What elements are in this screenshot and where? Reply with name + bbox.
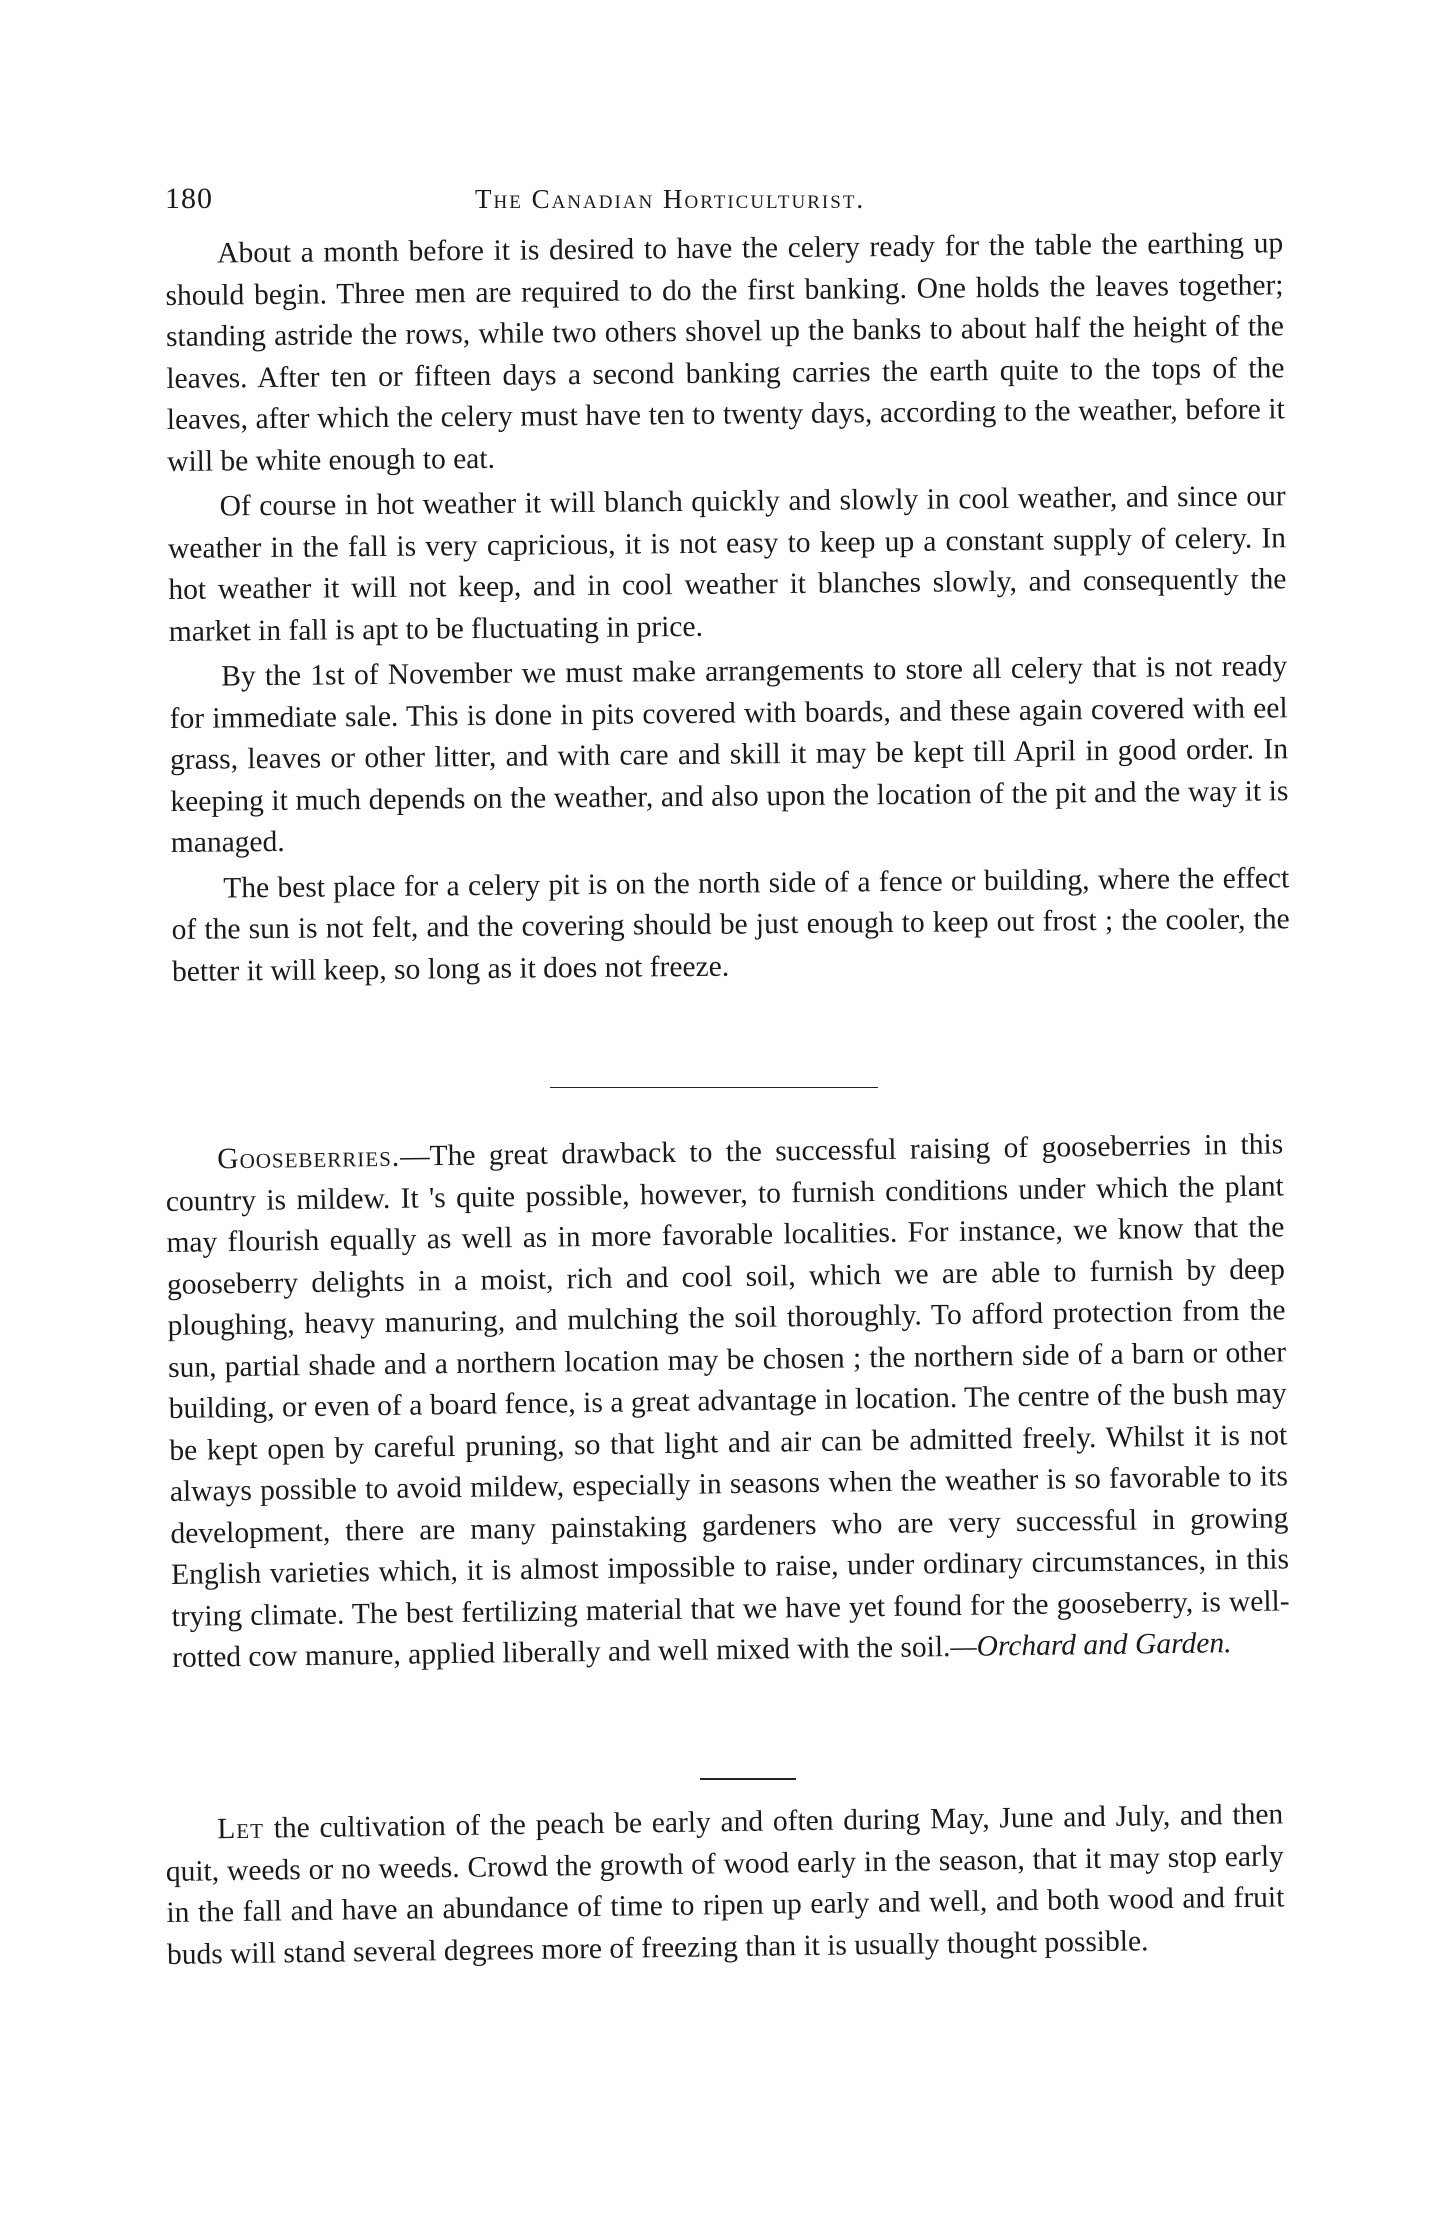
celery-paragraph-1: About a month before it is desired to have the celery ready for the table the earthing up should begin. Three men are required to do the first banking. One holds the leaves together; standing astride the rows, while two others shovel up the banks to about half the height of the leaves. After ten or fifteen days a second banking carries the earth quite to the tops of the leaves, after which the celery must have ten to twenty days, according to the weather, before it will be white enough to eat. <box>165 227 1285 478</box>
gooseberries-paragraph <box>165 1124 1290 1679</box>
page-header <box>165 182 1275 222</box>
gooseberries-credit: —Orchard and Garden. <box>950 1627 1232 1664</box>
celery-paragraph-4: The best place for a celery pit is on the north side of a fence or building, where the effect of the sun is not felt, and the covering should be just enough to keep out frost ; the cooler, the better it will keep, so long as it does not freeze. <box>171 861 1290 988</box>
peach-body: the cultivation of the peach be early and often during May, June and July, and then quit, weeds or no weeds. Crowd the growth of wood early in the season, that it may stop early in the fall and have an abundance of time to ripen up early and well, and both wood and fruit buds will stand several degrees more of freezing than it is usually thought possible. <box>165 1798 1285 1971</box>
gooseberries-heading: Gooseberries. <box>217 1140 401 1176</box>
peach-paragraph <box>165 1794 1285 1976</box>
celery-paragraph-3: By the 1st of November we must make arrangements to store all celery that is not ready for immediate sale. This is done in pits covered with boards, and these again covered with eel grass, leaves or other litter, and with care and skill it may be kept till April in good order. In keeping it much depends on the weather, and also upon the location of the pit and the way it is managed. <box>169 650 1289 859</box>
peach-article <box>165 1794 1285 1976</box>
gooseberries-article <box>165 1124 1290 1679</box>
gooseberries-body: —The great drawback to the successful raising of gooseberries in this country is mildew. It 's quite possible, however, to furnish conditions under which the plant may flourish equally as well as in more favorable localities. For instance, we know that the gooseberry delights in a moist, rich and cool soil, which we are able to furnish by deep ploughing, heavy manuring, and mulching the soil thoroughly. To afford protection from the sun, partial shade and a northern location may be chosen ; the northern side of a barn or other building, or even of a board fence, is a great advantage in location. The centre of the bush may be kept open by careful pruning, so that light and air can be admitted freely. Whilst it is not always possible to avoid mildew, especially in seasons when the weather is so favorable to its development, there are many painstaking gardeners who are very successful in growing English varieties which, it is almost impossible to raise, under ordinary circumstances, in this trying climate. The best fertilizing material that we have yet found for the gooseberry, is well-rotted cow manure, applied liberally and well mixed with the soil. <box>165 1128 1290 1674</box>
short-divider <box>700 1778 796 1780</box>
celery-paragraph-2: Of course in hot weather it will blanch quickly and slowly in cool weather, and since our weather in the fall is very capricious, it is not easy to keep up a constant supply of celery. In hot weather it will not keep, and in cool weather it blanches slowly, and consequently the market in fall is apt to be fluctuating in price. <box>167 480 1287 648</box>
celery-article <box>165 223 1290 993</box>
peach-lead-word: Let <box>217 1812 265 1846</box>
section-divider <box>550 1087 878 1088</box>
running-title: The Canadian Horticulturist. <box>475 184 866 214</box>
page-number: 180 <box>165 182 213 215</box>
